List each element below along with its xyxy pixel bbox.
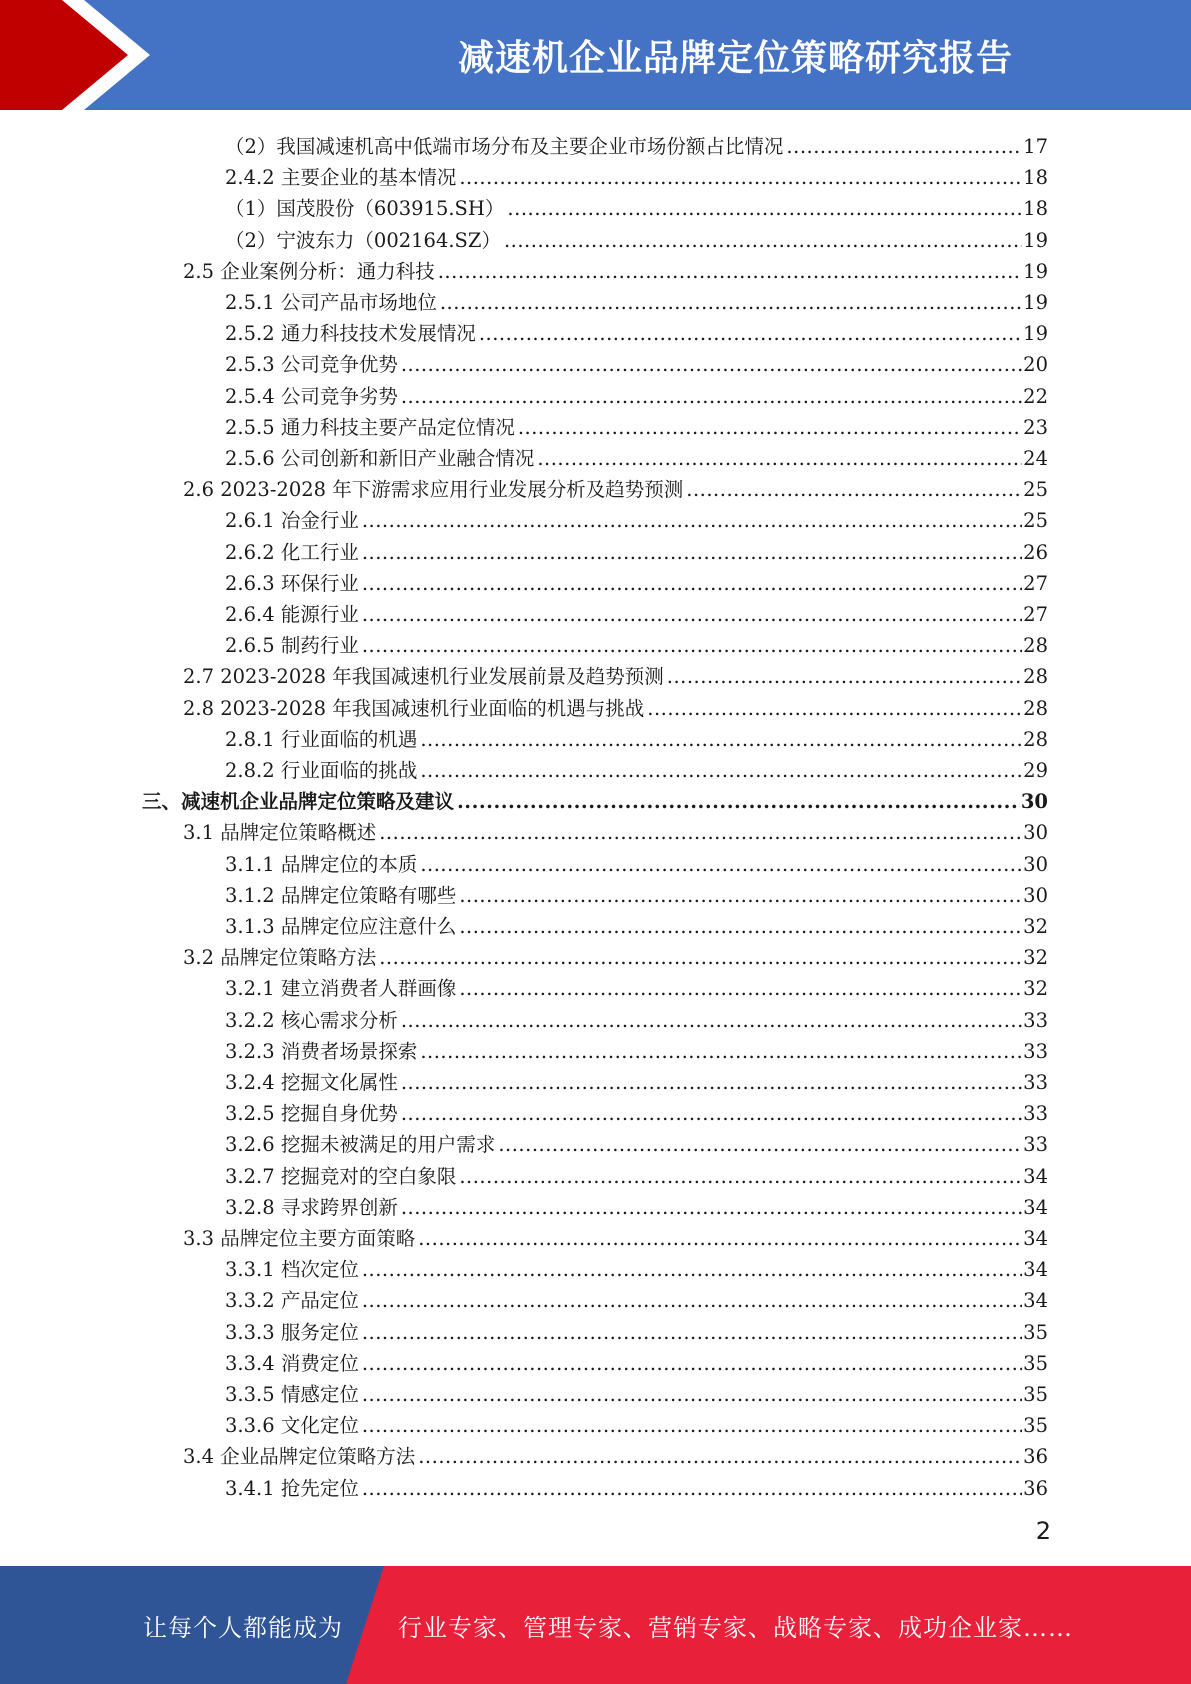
- toc-entry-page: 24: [1023, 447, 1048, 470]
- toc-entry[interactable]: [225, 1376, 1048, 1407]
- toc-entry-title: 三、减速机企业品牌定位策略及建议: [142, 790, 455, 814]
- toc-leader-dots: [420, 1040, 1022, 1064]
- toc-entry-page: 28: [1023, 634, 1048, 658]
- toc-entry-title: 3.3.1 档次定位: [225, 1258, 359, 1282]
- toc-entry-title: 3.2 品牌定位策略方法: [183, 946, 377, 970]
- toc-entry-title: 3.3.4 消费定位: [225, 1351, 359, 1375]
- toc-entry[interactable]: [183, 1438, 1048, 1469]
- toc-entry-page: 27: [1023, 603, 1048, 626]
- toc-entry-title: 2.6.2 化工行业: [225, 540, 359, 564]
- toc-entry-page: 30: [1023, 883, 1048, 907]
- toc-entry[interactable]: [225, 378, 1048, 409]
- footer-slogan-right: 行业专家、管理专家、营销专家、战略专家、成功企业家……: [398, 1613, 1073, 1642]
- toc-entry-page: 28: [1023, 696, 1048, 720]
- toc-entry[interactable]: [225, 1095, 1048, 1126]
- toc-leader-dots: [479, 322, 1022, 346]
- toc-entry-title: 2.7 2023-2028 年我国减速机行业发展前景及趋势预测: [183, 665, 664, 689]
- toc-entry-title: 2.6.5 制药行业: [225, 634, 359, 658]
- toc-entry-title: 2.8 2023-2028 年我国减速机行业面临的机遇与挑战: [183, 696, 645, 720]
- toc-entry[interactable]: [225, 970, 1048, 1001]
- toc-leader-dots: [362, 1383, 1022, 1407]
- toc-leader-dots: [362, 1289, 1022, 1313]
- toc-entry-page: 27: [1023, 571, 1048, 595]
- toc-entry-title: 3.3 品牌定位主要方面策略: [183, 1227, 416, 1250]
- toc-entry-title: 3.2.4 挖掘文化属性: [225, 1071, 398, 1094]
- toc-leader-dots: [401, 353, 1022, 377]
- toc-leader-dots: [438, 260, 1022, 284]
- toc-entry[interactable]: [225, 440, 1048, 471]
- toc-entry-page: 33: [1023, 1133, 1048, 1157]
- toc-entry[interactable]: [183, 253, 1048, 284]
- toc-leader-dots: [362, 603, 1022, 627]
- toc-entry-page: 20: [1023, 353, 1048, 377]
- toc-entry-title: 2.5.6 公司创新和新旧产业融合情况: [225, 447, 535, 470]
- toc-leader-dots: [459, 884, 1022, 908]
- toc-entry[interactable]: [183, 690, 1048, 721]
- page-number: 2: [1035, 1517, 1051, 1545]
- toc-entry-page: 33: [1023, 1039, 1048, 1063]
- toc-entry-page: 25: [1023, 509, 1048, 533]
- toc-leader-dots: [379, 821, 1022, 845]
- toc-leader-dots: [418, 1445, 1022, 1469]
- toc-entry-page: 30: [1020, 790, 1048, 814]
- toc-entry-title: （2）我国减速机高中低端市场分布及主要企业市场份额占比情况: [225, 135, 784, 158]
- toc-entry-title: 2.6 2023-2028 年下游需求应用行业发展分析及趋势预测: [183, 478, 684, 502]
- toc-entry[interactable]: [225, 159, 1048, 190]
- toc-entry[interactable]: [225, 752, 1048, 783]
- toc-leader-dots: [362, 1321, 1022, 1345]
- toc-leader-dots: [459, 977, 1022, 1001]
- toc-entry-title: 3.2.1 建立消费者人群画像: [225, 977, 457, 1001]
- toc-entry-page: 30: [1023, 852, 1048, 876]
- toc-entry[interactable]: [225, 128, 1048, 159]
- toc-leader-dots: [420, 759, 1022, 783]
- toc-entry-title: 2.6.4 能源行业: [225, 603, 359, 626]
- toc-leader-dots: [420, 728, 1022, 752]
- toc-entry[interactable]: [225, 1033, 1048, 1064]
- toc-entry[interactable]: [225, 1345, 1048, 1376]
- toc-entry-page: 33: [1023, 1102, 1048, 1126]
- toc-entry[interactable]: [225, 721, 1048, 752]
- toc-entry-page: 35: [1023, 1351, 1048, 1375]
- toc-entry[interactable]: [225, 1126, 1048, 1157]
- toc-entry-title: 3.1 品牌定位策略概述: [183, 821, 377, 845]
- toc-entry-title: 3.4 企业品牌定位策略方法: [183, 1445, 416, 1469]
- toc-entry[interactable]: [225, 565, 1048, 596]
- toc-entry-title: （1）国茂股份（603915.SH）: [225, 197, 505, 221]
- toc-entry-page: 19: [1023, 228, 1048, 252]
- toc-entry-page: 26: [1023, 540, 1048, 564]
- toc-entry[interactable]: [183, 1220, 1048, 1251]
- toc-entry-page: 19: [1023, 259, 1048, 283]
- toc-entry-page: 18: [1023, 197, 1048, 221]
- toc-entry-title: 3.2.3 消费者场景探索: [225, 1039, 418, 1063]
- toc-entry-title: 2.6.1 冶金行业: [225, 509, 359, 533]
- toc-entry[interactable]: [183, 658, 1048, 689]
- toc-entry-title: 3.2.7 挖掘竞对的空白象限: [225, 1164, 457, 1188]
- toc-entry[interactable]: [225, 409, 1048, 440]
- toc-leader-dots: [362, 1352, 1022, 1376]
- toc-leader-dots: [362, 572, 1022, 596]
- toc-leader-dots: [504, 229, 1022, 253]
- toc-entry-page: 30: [1023, 821, 1048, 845]
- toc-leader-dots: [362, 1477, 1022, 1501]
- toc-entry[interactable]: [225, 1282, 1048, 1313]
- toc-entry-title: 2.5.3 公司竞争优势: [225, 353, 398, 377]
- page-header: [0, 0, 1191, 110]
- toc-entry[interactable]: [225, 1314, 1048, 1345]
- toc-entry[interactable]: [183, 471, 1048, 502]
- toc-entry-title: 2.8.2 行业面临的挑战: [225, 759, 418, 782]
- toc-leader-dots: [457, 790, 1020, 814]
- toc-entry-page: 32: [1023, 977, 1048, 1001]
- toc-entry[interactable]: [225, 1470, 1048, 1501]
- toc-entry-page: 33: [1023, 1071, 1048, 1094]
- toc-leader-dots: [518, 416, 1022, 440]
- toc-entry-page: 34: [1023, 1289, 1048, 1313]
- toc-leader-dots: [401, 1102, 1022, 1126]
- toc-leader-dots: [786, 135, 1022, 159]
- toc-entry[interactable]: [225, 502, 1048, 533]
- toc-entry-page: 34: [1023, 1195, 1048, 1219]
- toc-entry-title: 3.1.1 品牌定位的本质: [225, 852, 418, 876]
- toc-entry-page: 29: [1023, 759, 1048, 782]
- toc-leader-dots: [401, 1071, 1022, 1095]
- toc-entry-page: 33: [1023, 1008, 1048, 1032]
- toc-entry-title: 3.3.2 产品定位: [225, 1289, 359, 1313]
- toc-entry-page: 36: [1023, 1476, 1048, 1500]
- toc-entry-title: 3.1.3 品牌定位应注意什么: [225, 915, 457, 938]
- toc-entry-page: 23: [1023, 415, 1048, 439]
- toc-leader-dots: [418, 1227, 1022, 1251]
- toc-entry[interactable]: [225, 908, 1048, 939]
- toc-entry[interactable]: [225, 1251, 1048, 1282]
- toc-entry-page: 25: [1023, 478, 1048, 502]
- toc-entry[interactable]: [225, 190, 1048, 221]
- toc-entry[interactable]: [225, 846, 1048, 877]
- toc-entry[interactable]: [225, 222, 1048, 253]
- toc-entry[interactable]: [225, 877, 1048, 908]
- toc-entry-page: 35: [1023, 1383, 1048, 1406]
- toc-entry-page: 34: [1023, 1227, 1048, 1250]
- toc-entry[interactable]: [225, 284, 1048, 315]
- toc-entry[interactable]: [225, 596, 1048, 627]
- toc-leader-dots: [537, 447, 1022, 471]
- toc-leader-dots: [647, 697, 1022, 721]
- toc-entry[interactable]: [183, 939, 1048, 970]
- toc-entry[interactable]: [225, 1189, 1048, 1220]
- toc-entry-title: 2.5.1 公司产品市场地位: [225, 291, 437, 314]
- toc-entry-title: 3.3.5 情感定位: [225, 1383, 359, 1406]
- toc-entry-page: 35: [1023, 1414, 1048, 1438]
- toc-entry-page: 28: [1023, 727, 1048, 751]
- toc-entry-title: 3.3.6 文化定位: [225, 1414, 359, 1438]
- toc-entry-page: 17: [1023, 135, 1048, 158]
- toc-entry-title: 2.4.2 主要企业的基本情况: [225, 166, 457, 190]
- toc-leader-dots: [440, 291, 1022, 315]
- toc-entry-title: 3.4.1 抢先定位: [225, 1476, 359, 1500]
- toc-entry-title: 3.2.8 寻求跨界创新: [225, 1195, 398, 1219]
- toc-entry-page: 32: [1023, 946, 1048, 970]
- toc-leader-dots: [401, 1196, 1022, 1220]
- toc-entry-page: 19: [1023, 322, 1048, 346]
- toc-leader-dots: [362, 1414, 1022, 1438]
- toc-leader-dots: [362, 1258, 1022, 1282]
- report-title: 减速机企业品牌定位策略研究报告: [457, 37, 1013, 79]
- toc-entry[interactable]: [225, 1158, 1048, 1189]
- toc-entry-title: 3.2.2 核心需求分析: [225, 1008, 398, 1032]
- toc-entry-title: 2.6.3 环保行业: [225, 571, 359, 595]
- toc-entry-title: 3.2.6 挖掘未被满足的用户需求: [225, 1133, 496, 1157]
- toc-entry[interactable]: [225, 1407, 1048, 1438]
- toc-entry-title: 3.1.2 品牌定位策略有哪些: [225, 883, 457, 907]
- toc-entry-page: 22: [1023, 384, 1048, 408]
- toc-entry-title: 2.5 企业案例分析：通力科技: [183, 259, 435, 283]
- toc-entry-title: 3.2.5 挖掘自身优势: [225, 1102, 398, 1126]
- toc-entry[interactable]: [225, 1064, 1048, 1095]
- toc-leader-dots: [459, 166, 1022, 190]
- toc-leader-dots: [686, 478, 1022, 502]
- toc-entry[interactable]: [225, 1002, 1048, 1033]
- toc-entry-page: 36: [1023, 1445, 1048, 1469]
- toc-leader-dots: [498, 1133, 1022, 1157]
- toc-entry-page: 35: [1023, 1320, 1048, 1344]
- toc-entry-page: 28: [1023, 665, 1048, 689]
- toc-entry-title: 2.8.1 行业面临的机遇: [225, 727, 418, 751]
- toc-entry[interactable]: [183, 814, 1048, 845]
- toc-leader-dots: [459, 915, 1022, 939]
- toc-entry-page: 32: [1023, 915, 1048, 938]
- toc-leader-dots: [459, 1165, 1022, 1189]
- toc-entry[interactable]: [142, 783, 1048, 814]
- footer-slogan-left: 让每个人都能成为: [143, 1613, 343, 1642]
- toc-leader-dots: [420, 853, 1022, 877]
- page-footer: [0, 1566, 1191, 1684]
- toc-leader-dots: [362, 509, 1022, 533]
- toc-entry-page: 19: [1023, 291, 1048, 314]
- toc-entry[interactable]: [225, 346, 1048, 377]
- toc-leader-dots: [401, 1009, 1022, 1033]
- toc-entry-title: 2.5.2 通力科技技术发展情况: [225, 322, 476, 346]
- toc-entry-page: 34: [1023, 1258, 1048, 1282]
- toc-entry[interactable]: [225, 627, 1048, 658]
- toc-entry-title: 2.5.4 公司竞争劣势: [225, 384, 398, 408]
- toc-entry-page: 18: [1023, 166, 1048, 190]
- toc-entry-title: 3.3.3 服务定位: [225, 1320, 359, 1344]
- toc-leader-dots: [362, 634, 1022, 658]
- toc-leader-dots: [401, 385, 1022, 409]
- toc-entry-page: 34: [1023, 1164, 1048, 1188]
- toc-entry[interactable]: [225, 534, 1048, 565]
- toc-leader-dots: [667, 665, 1022, 689]
- toc-entry-title: 2.5.5 通力科技主要产品定位情况: [225, 415, 515, 439]
- toc-leader-dots: [362, 541, 1022, 565]
- toc-leader-dots: [507, 197, 1022, 221]
- toc-entry-title: （2）宁波东力（002164.SZ）: [225, 228, 501, 252]
- toc-entry[interactable]: [225, 315, 1048, 346]
- toc-leader-dots: [379, 946, 1022, 970]
